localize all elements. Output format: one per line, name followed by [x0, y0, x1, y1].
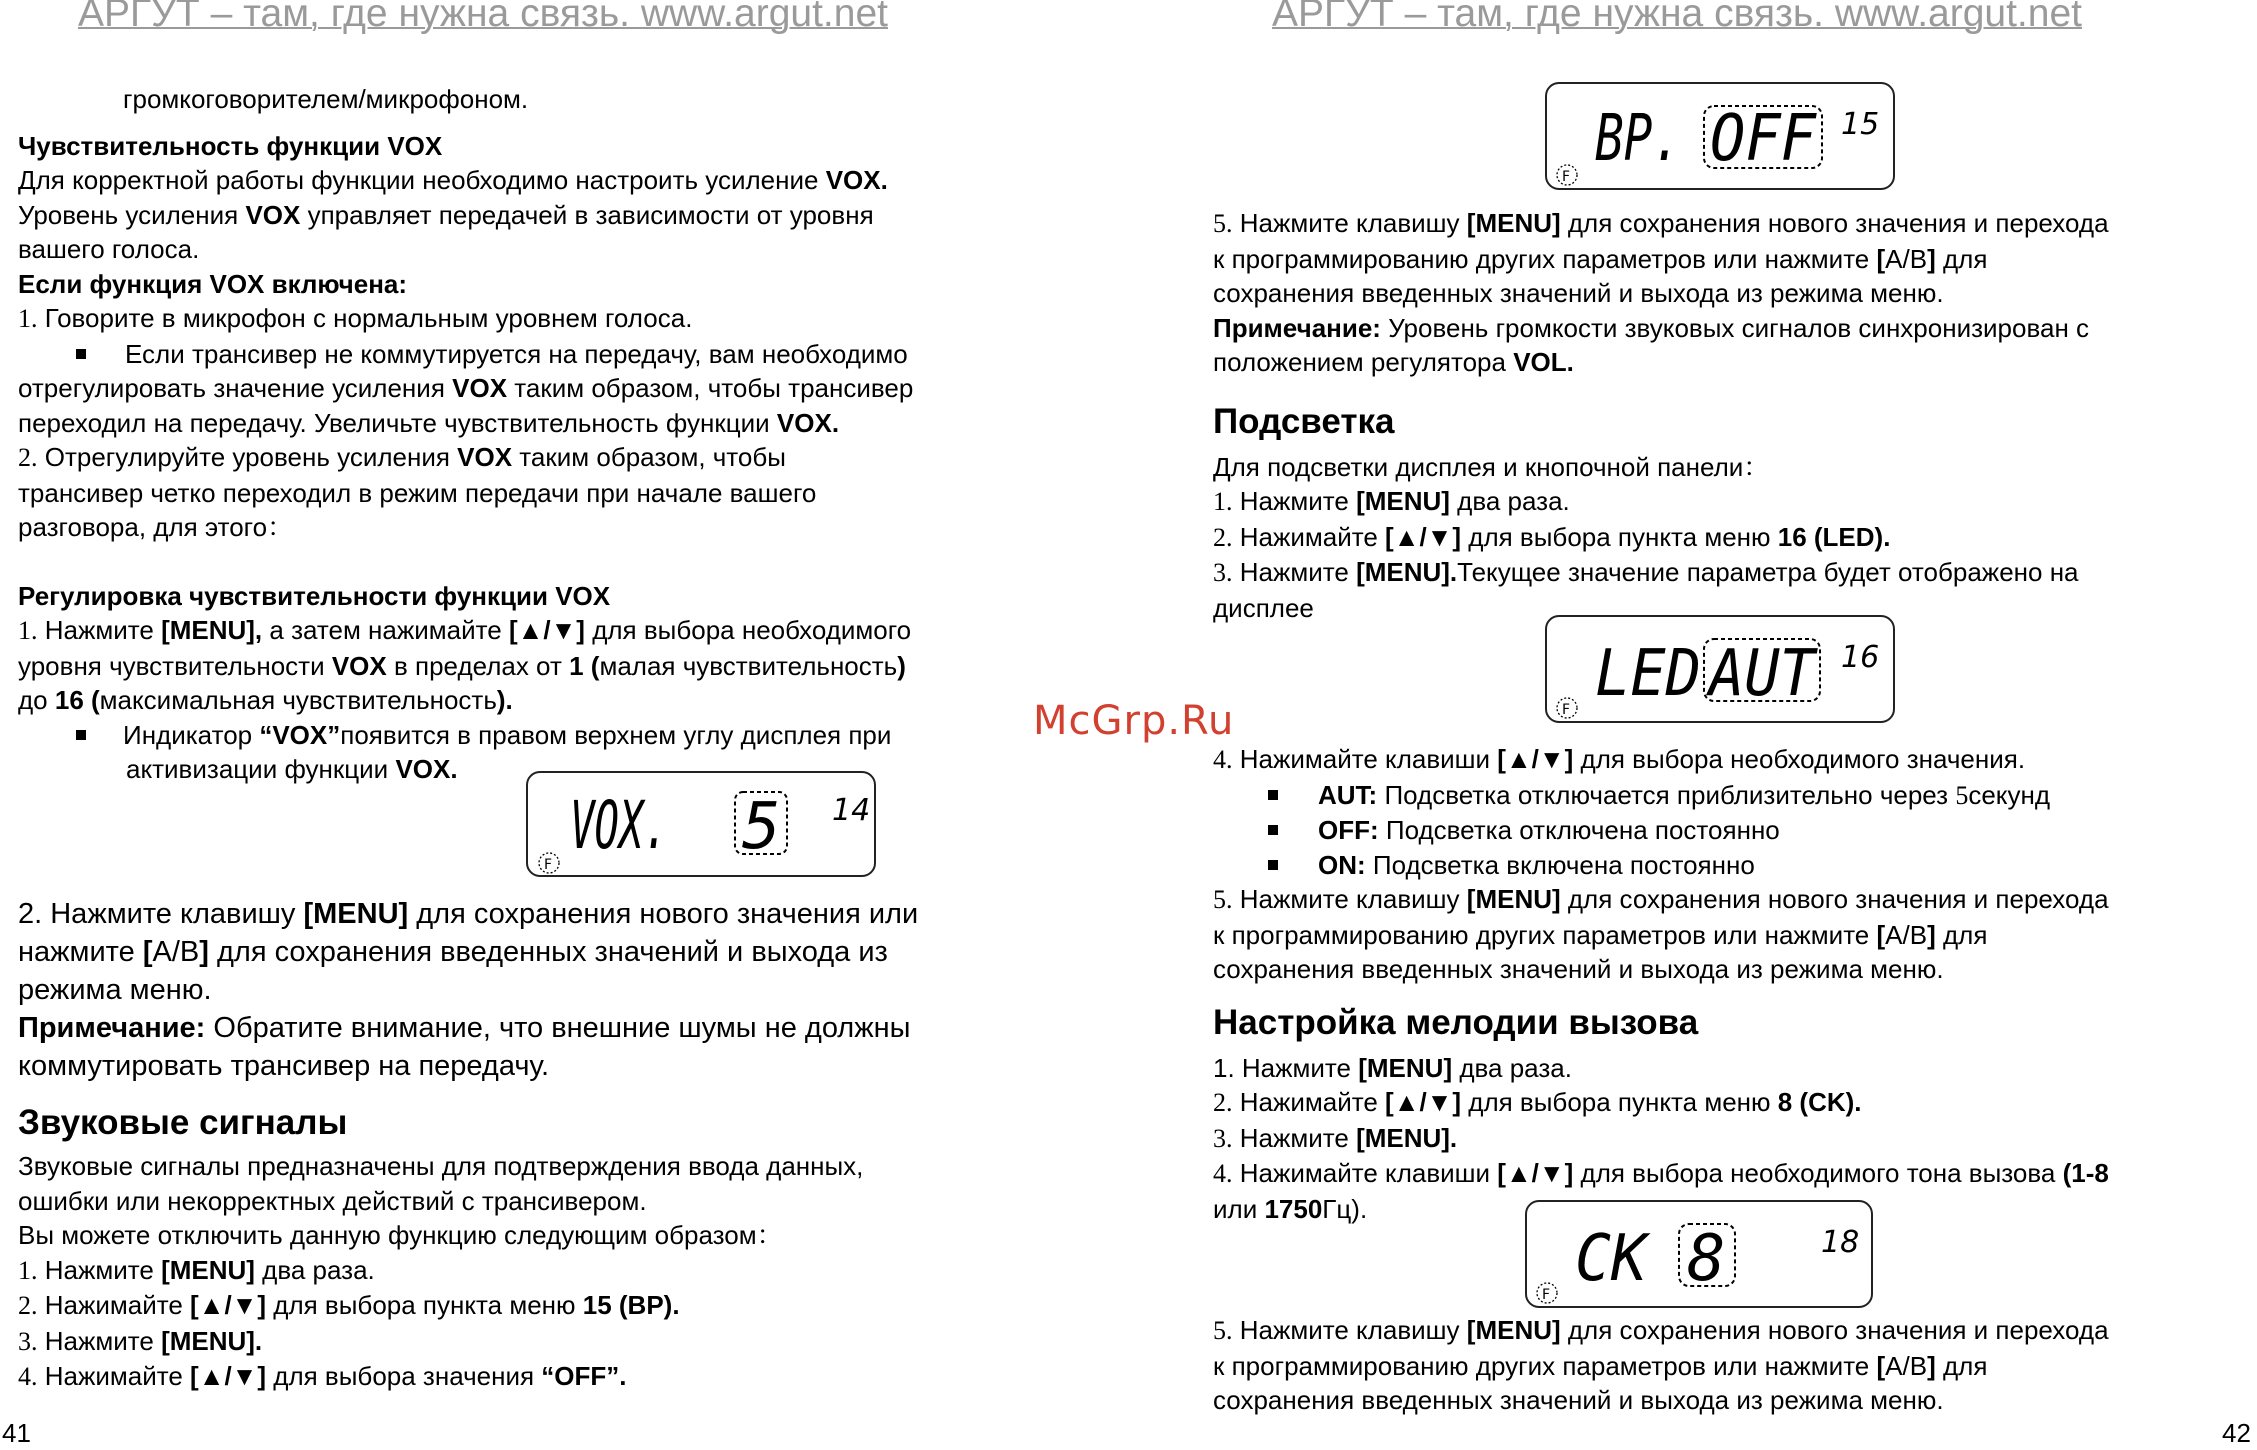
section-title: Подсветка	[1213, 401, 1395, 441]
text-line: ошибки или некорректных действий с трансивером.	[18, 1185, 647, 1216]
lcd-text: BP.	[1595, 102, 1681, 176]
lcd-menu-number: 18	[1821, 1225, 1860, 1260]
bullet-item: Если трансивер не коммутируется на передачу, вам необходимо	[18, 337, 913, 372]
bullet-item: Индикатор “VOX”появится в правом верхнем углу дисплея при	[18, 718, 913, 753]
note: Примечание: Обратите внимание, что внешние шумы не должны	[18, 1012, 911, 1044]
lcd-f-indicator: F	[1562, 702, 1571, 718]
text-line: коммутировать трансивер на передачу.	[18, 1050, 550, 1082]
text-line: к программированию других параметров или нажмите [A/B] для	[1213, 1350, 1988, 1381]
step-item: 1. Нажмите [MENU], а затем нажимайте [▲/▼] для выбора необходимого	[18, 615, 912, 645]
right-page-lower	[1213, 1313, 2109, 1418]
text-line: нажмите [A/B] для сохранения введенных значений и выхода из	[18, 936, 888, 968]
left-page-lower	[18, 895, 918, 1395]
lcd-display-bp	[1545, 82, 1895, 190]
right-page-middle	[1213, 742, 2109, 1226]
lcd-value: OFF	[1710, 102, 1818, 176]
text-line: положением регулятора VOL.	[1213, 347, 1574, 377]
page-number-left: 41	[2, 1418, 31, 1448]
bullet-icon	[76, 730, 86, 740]
text-line: Вы можете отключить данную функцию следующим образом：	[18, 1220, 783, 1250]
step-item: 1. Говорите в микрофон с нормальным уровнем голоса.	[18, 303, 693, 333]
lcd-f-indicator: F	[1542, 1287, 1551, 1303]
text-line: активизации функции VOX.	[126, 754, 458, 784]
step-item: 4. Нажимайте [▲/▼] для выбора значения “OFF”.	[18, 1361, 627, 1391]
step-item: 2. Отрегулируйте уровень усиления VOX таким образом, чтобы	[18, 442, 786, 472]
text-line: сохранения введенных значений и выхода из режима меню.	[1213, 1385, 1944, 1415]
text-line: сохранения введенных значений и выхода из режима меню.	[1213, 278, 1944, 308]
text-line: переходил на передачу. Увеличьте чувствительность функции VOX.	[18, 407, 840, 438]
lcd-value: 8	[1687, 1222, 1726, 1296]
bullet-icon	[1268, 790, 1278, 800]
step-item: 3. Нажмите [MENU].	[1213, 1122, 1458, 1153]
step-item: 1. Нажмите [MENU] два раза.	[1213, 1052, 1572, 1083]
text-line: Уровень усиления VOX управляет передачей в зависимости от уровня	[18, 199, 874, 230]
lcd-f-indicator: F	[544, 857, 553, 873]
bullet-icon	[76, 349, 86, 359]
subheading: Если функция VOX включена:	[18, 268, 408, 299]
page-header-left: АРГУТ – там, где нужна связь. www.argut.net	[78, 0, 888, 35]
step-item: 2. Нажимайте [▲/▼] для выбора пункта меню 15 (BP).	[18, 1290, 680, 1320]
step-item: 2. Нажимайте [▲/▼] для выбора пункта меню 16 (LED).	[1213, 521, 1891, 552]
lcd-menu-number: 16	[1841, 640, 1880, 675]
lcd-display-ck	[1525, 1200, 1873, 1308]
left-page	[18, 82, 913, 787]
lcd-value: 5	[742, 790, 781, 864]
text-line: или 1750Гц).	[1213, 1193, 1368, 1224]
text-line: Для подсветки дисплея и кнопочной панели：	[1213, 451, 1770, 482]
text-line: трансивер четко переходил в режим передачи при начале вашего	[18, 477, 817, 508]
page-number-right: 42	[2222, 1418, 2251, 1448]
step-item: 3. Нажмите [MENU].Текущее значение параметра будет отображено на	[1213, 557, 2079, 587]
text-line: к программированию других параметров или нажмите [A/B] для	[1213, 243, 1988, 274]
lcd-display-vox	[526, 771, 876, 877]
step-item: 4. Нажимайте клавиши [▲/▼] для выбора необходимого значения.	[1213, 744, 2026, 774]
lcd-f-indicator: F	[1562, 169, 1571, 185]
text-line: отрегулировать значение усиления VOX таким образом, чтобы трансивер	[18, 373, 914, 403]
lcd-text: CK	[1575, 1222, 1652, 1296]
bullet-icon	[1268, 860, 1278, 870]
text-line: сохранения введенных значений и выхода из режима меню.	[1213, 954, 1944, 984]
text-line: режима меню.	[18, 974, 212, 1006]
text-line: дисплее	[1213, 592, 1314, 623]
bullet-icon	[1268, 825, 1278, 835]
bullet-item: ON: Подсветка включена постоянно	[1213, 848, 2109, 883]
section-heading: Чувствительность функции VOX	[18, 130, 443, 161]
step-item: 5. Нажмите клавишу [MENU] для сохранения нового значения и перехода	[1213, 1315, 2109, 1345]
section-title: Настройка мелодии вызова	[1213, 1002, 1699, 1042]
text-line: Для корректной работы функции необходимо настроить усиление VOX.	[18, 165, 888, 195]
text-line: разговора, для этого：	[18, 512, 294, 542]
page-header-right: АРГУТ – там, где нужна связь. www.argut.net	[1272, 0, 2082, 35]
right-page	[1213, 206, 2109, 625]
lcd-menu-number: 15	[1841, 107, 1880, 142]
section-heading: Регулировка чувствительности функции VOX	[18, 580, 611, 611]
text-line: уровня чувствительности VOX в пределах от 1 (малая чувствительность)	[18, 650, 906, 681]
lcd-value: AUT	[1705, 637, 1819, 711]
step-item: 1. Нажмите [MENU] два раза.	[18, 1254, 375, 1285]
note: Примечание: Уровень громкости звуковых сигналов синхронизирован с	[1213, 312, 2090, 343]
step-item: 1. Нажмите [MENU] два раза.	[1213, 486, 1570, 516]
lcd-text: LED	[1595, 637, 1701, 711]
step-item: 3. Нажмите [MENU].	[18, 1325, 263, 1356]
text-line: Звуковые сигналы предназначены для подтверждения ввода данных,	[18, 1151, 864, 1181]
text-line: до 16 (максимальная чувствительность).	[18, 685, 513, 715]
lcd-menu-number: 14	[832, 793, 871, 828]
text-line: 2. Нажмите клавишу [MENU] для сохранения нового значения или	[18, 898, 919, 930]
step-item: 4. Нажимайте клавиши [▲/▼] для выбора необходимого тона вызова (1-8	[1213, 1158, 2109, 1188]
bullet-item: OFF: Подсветка отключена постоянно	[1213, 813, 2109, 848]
lcd-display-led	[1545, 615, 1895, 723]
step-item: 2. Нажимайте [▲/▼] для выбора пункта меню 8 (CK).	[1213, 1087, 1862, 1117]
lcd-text: VOX.	[570, 787, 668, 864]
section-title: Звуковые сигналы	[18, 1103, 348, 1142]
watermark: McGrp.Ru	[1033, 698, 1235, 744]
bullet-item: AUT: Подсветка отключается приблизительно через 5секунд	[1213, 778, 2109, 814]
text-line: вашего голоса.	[18, 234, 200, 264]
text-line: громкоговорителем/микрофоном.	[123, 84, 529, 114]
step-item: 5. Нажмите клавишу [MENU] для сохранения нового значения и перехода	[1213, 208, 2109, 238]
text-line: к программированию других параметров или нажмите [A/B] для	[1213, 919, 1988, 950]
step-item: 5. Нажмите клавишу [MENU] для сохранения нового значения и перехода	[1213, 884, 2109, 914]
